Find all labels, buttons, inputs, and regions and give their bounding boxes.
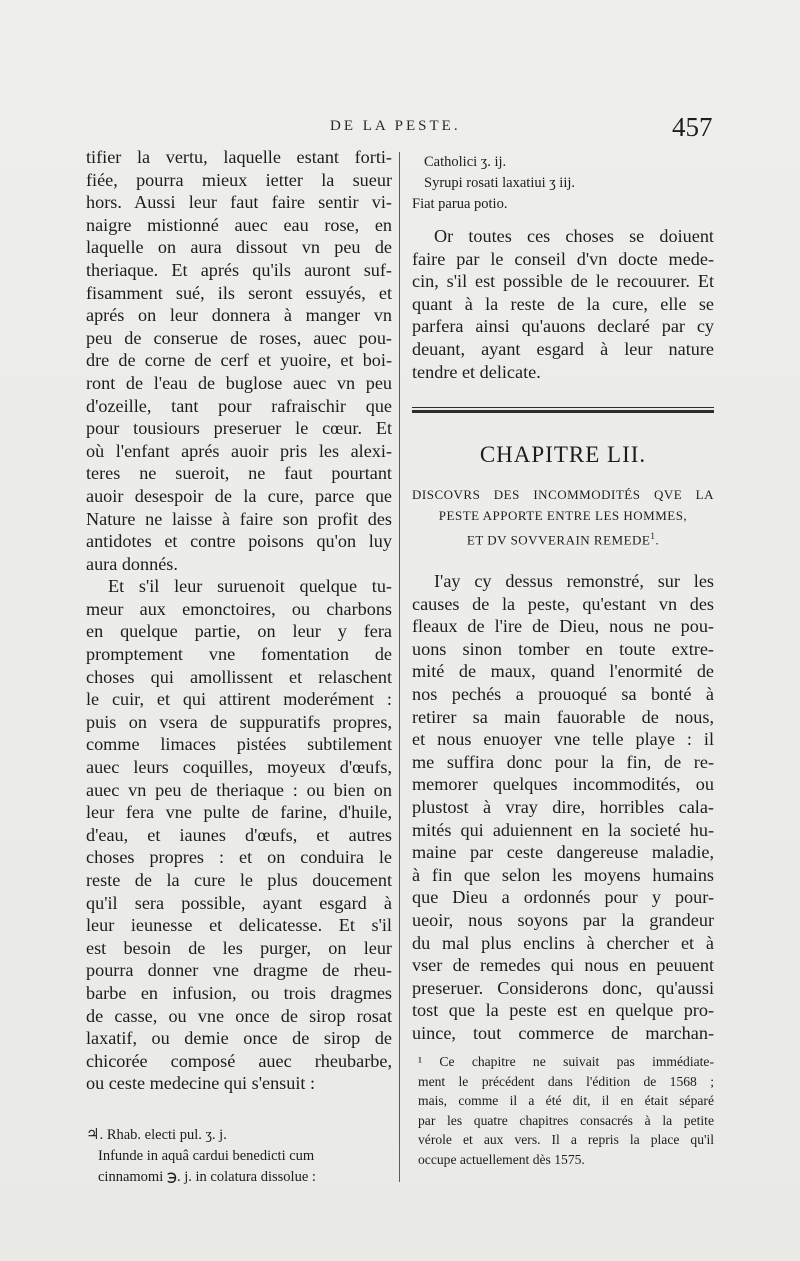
text-line: laquelle on aura dissout vn peu de [86, 237, 392, 258]
running-head: DE LA PESTE. [330, 118, 461, 134]
text-line: fleaux de l'ire de Dieu, nous ne pou- [412, 616, 714, 637]
text-line: tifier la vertu, laquelle estant forti- [86, 147, 392, 167]
text-line: puis on vsera de suppuratifs propres, [86, 711, 392, 732]
text-line: memorer quelques incommodités, ou [412, 774, 714, 795]
text-line: dre de corne de cerf et yuoire, et boi- [86, 350, 392, 371]
chapter-subtitle: DISCOVRS DES INCOMMODITÉS QVE LA PESTE APPORTE ENTRE LES HOMMES, ET DV SOVVERAIN REMEDE$^1$. [412, 484, 714, 547]
text-line: peu de conserue de roses, auec pou- [86, 327, 392, 348]
text-line: teres ne sueroit, ne faut pourtant [86, 463, 392, 484]
spacer [86, 1095, 392, 1125]
page-number: 457 [672, 112, 713, 142]
text-line: d'eau, et iaunes d'œufs, et autres [86, 824, 392, 845]
text-line: en quelque partie, on leur y fera [86, 621, 392, 642]
text-line: maine par ceste dangereuse maladie, [412, 842, 714, 863]
left-recipe [86, 1125, 392, 1188]
text-line: me suffira donc pour la fin, de re- [412, 751, 714, 772]
text-line: choses qui amollissent et relaschent [86, 666, 392, 687]
text-line: chicorée composé auec rheubarbe, [86, 1050, 392, 1071]
right-recipe [412, 152, 714, 215]
text-line: uons sinon tomber en toute extre- [412, 638, 714, 659]
text-line: Nature ne laisse à faire son profit des [86, 508, 392, 529]
text-line: leur fera vne pulte de farine, d'huile, [86, 802, 392, 823]
text-line: le cuir, et qui attirent moderément : [86, 689, 392, 710]
text-line: parfera ainsi qu'auons declaré par cy [412, 316, 714, 337]
text-line: meur aux emonctoires, ou charbons [86, 598, 392, 619]
text-line: fisamment sué, ils seront essuyés, et [86, 282, 392, 303]
text-line: est besoin de les purger, on leur [86, 937, 392, 958]
right-column-top [412, 152, 714, 383]
text-line: laxatif, ou demie once de sirop de [86, 1028, 392, 1049]
text-line: ueoir, nous soyons par la grandeur [412, 909, 714, 930]
text-line: aprés on leur donnera à manger vn [86, 305, 392, 326]
text-line: auec vn peu de theriaque : ou bien on [86, 779, 392, 800]
text-line: Et s'il leur suruenoit quelque tu- [108, 576, 392, 597]
footnote-line: vérole et aux vers. Il a repris la place qu'il [418, 1132, 714, 1147]
text-line: vser de remedes qui nous en peuuent [412, 955, 714, 976]
subtitle-line: DISCOVRS DES INCOMMODITÉS QVE LA [412, 487, 714, 502]
right-paragraph [412, 225, 714, 383]
text-line: I'ay cy dessus remonstré, sur les [434, 571, 714, 591]
subtitle-line: ET DV SOVVERAIN REMEDE [466, 532, 651, 547]
text-line: mité de maux, quand l'enormité de [412, 661, 714, 682]
text-line: preseruer. Considerons donc, qu'aussi [412, 977, 714, 998]
text-line: quant à la reste de la cure, elle se [412, 293, 714, 314]
text-line: fiée, pourra mieux ietter la sueur [86, 169, 392, 190]
recipe-line: Fiat parua potio. [412, 196, 508, 212]
text-line: que Dieu a ordonnés pour y pour- [412, 887, 714, 908]
text-line: ront de l'eau de buglose auec vn peu [86, 372, 392, 393]
text-line: pourra donner vne dragme de rheu- [86, 960, 392, 981]
left-paragraph-2 [86, 575, 392, 1095]
footnote [418, 1052, 714, 1169]
text-line: pour tousiours preseruer le cœur. Et [86, 418, 392, 439]
text-line: promptement vne fomentation de [86, 644, 392, 665]
text-line: hors. Aussi leur faut faire sentir vi- [86, 192, 392, 213]
text-line: auec leurs coquilles, moyeux d'œufs, [86, 757, 392, 778]
text-line: tost que la peste est en quelque pro- [412, 1000, 714, 1021]
recipe-line: Rhab. electi pul. ʒ. j. [106, 1126, 227, 1143]
text-line: mités qui aduiennent en la societé hu- [412, 819, 714, 840]
chapter-rule [412, 407, 714, 417]
footnote-line: ¹ Ce chapitre ne suivait pas immédiate- [418, 1054, 714, 1069]
footnote-line: par les quatre chapitres consacrés à la petite [418, 1112, 714, 1128]
subtitle-line: PESTE APPORTE ENTRE LES HOMMES, [438, 508, 688, 523]
text-line: tendre et delicate. [412, 361, 541, 382]
recipe-line: Syrupi rosati laxatiui ʒ iij. [424, 175, 576, 191]
column-divider [399, 152, 400, 1182]
text-line: et nous enuoyer vne telle playe : il [412, 729, 714, 750]
text-line: leur ieunesse et delicatesse. Et s'il [86, 915, 392, 936]
recipe-line: Catholici ʒ. ij. [424, 154, 507, 170]
text-line: naigre mistionné auec eau rose, en [86, 214, 392, 235]
text-line: aura donnés. [86, 553, 178, 574]
text-line: d'ozeille, tant pour rafraischir que [86, 395, 392, 416]
text-line: de casse, ou vne once de sirop rosat [86, 1005, 392, 1026]
text-line: reste de la cure le plus doucement [86, 870, 392, 890]
text-line: cin, s'il est possible de le recouurer. Et [412, 271, 714, 292]
text-line: nos pechés a prouoqué sa bonté à [412, 683, 714, 704]
text-line: à fin que selon les moyens humains [412, 864, 714, 885]
text-line: comme limaces pistées subtilement [86, 734, 392, 755]
text-line: choses propres : et on conduira le [86, 847, 392, 868]
text-line: Or toutes ces choses se doiuent [434, 226, 714, 246]
text-line: deuant, ayant esgard à leur nature [412, 338, 714, 359]
left-column [86, 146, 392, 1188]
text-line: ou ceste medecine qui s'ensuit : [86, 1073, 316, 1094]
text-line: du mal plus enclins à chercher et à [412, 932, 714, 953]
footnote-marker: 1 [650, 531, 656, 541]
recipe-line: cinnamomi ℈. j. in colatura dissolue : [98, 1168, 316, 1185]
text-line: qu'il sera possible, ayant esgard à [86, 892, 392, 913]
text-line: barbe en infusion, ou trois dragmes [86, 982, 392, 1003]
text-line: auoir desespoir de la cure, parce que [86, 485, 392, 506]
recipe-line: Infunde in aquâ cardui benedicti cum [98, 1147, 315, 1164]
text-line: retirer sa main fauorable de nous, [412, 706, 714, 727]
left-paragraph-1 [86, 146, 392, 575]
text-line: antidotes et contre poisons qu'on luy [86, 531, 392, 552]
chapter-body [412, 570, 714, 1044]
chapter-title: CHAPITRE LII. [479, 442, 647, 467]
text-line: plustost à vray dire, horribles cala- [412, 796, 714, 817]
footnote-line: occupe actuellement dès 1575. [418, 1151, 585, 1167]
text-line: où l'enfant aprés auoir pris les alexi- [86, 440, 392, 461]
text-line: theriaque. Et aprés qu'ils auront suf- [86, 259, 392, 280]
text-line: uince, tout commerce de marchan- [412, 1022, 714, 1043]
text-line: causes de la peste, qu'estant vn des [412, 593, 714, 614]
recipe-symbol: ♃. [86, 1126, 104, 1143]
footnote-line: ment le précédent dans l'édition de 1568 ; [418, 1073, 714, 1089]
text-line: faire par le conseil d'vn docte mede- [412, 248, 714, 269]
footnote-line: mais, comme il a été dit, il en était séparé [418, 1093, 714, 1108]
